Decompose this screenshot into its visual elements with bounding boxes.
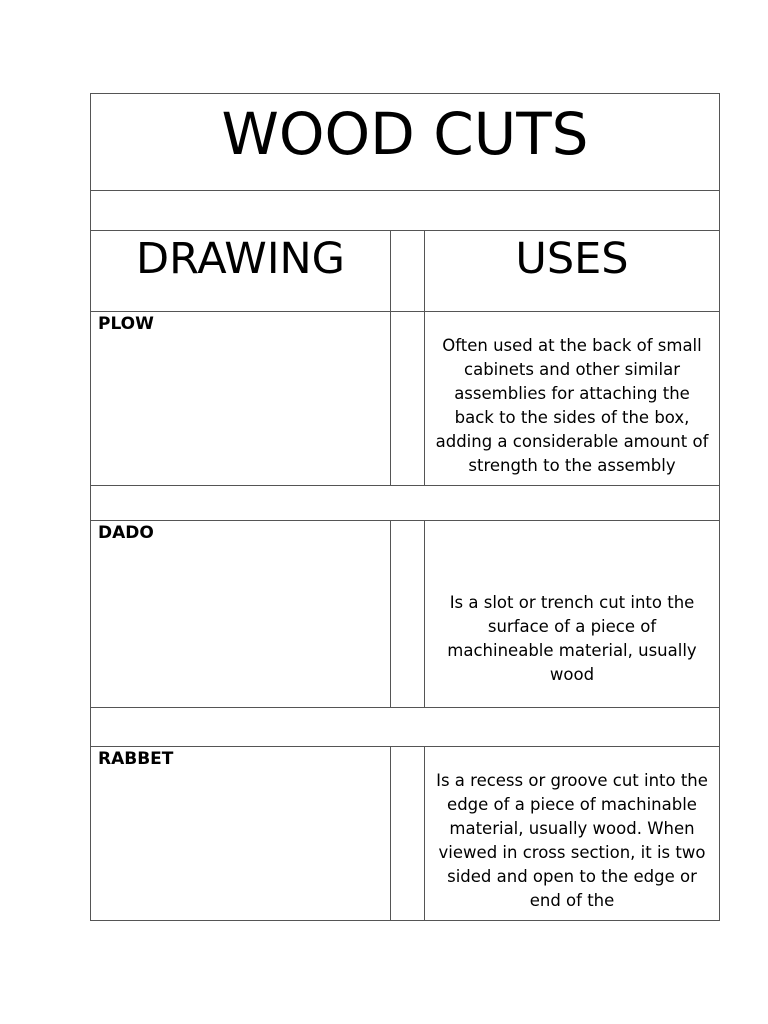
drawing-cell-dado — [91, 521, 391, 707]
uses-header-cell — [425, 231, 719, 311]
use-text-dado: Is a slot or trench cut into the surface of a piece of machineable material, usually wood — [447, 593, 697, 684]
drawing-cell-plow — [91, 312, 391, 485]
title-row — [90, 93, 720, 190]
use-text-plow: Often used at the back of small cabinets and other similar assemblies for attaching the back to the sides of the box, adding a considerable amount of strength to the assembly — [435, 336, 709, 475]
narrow-cell — [391, 312, 425, 485]
cut-name-plow: PLOW — [98, 314, 154, 334]
table-row-rabbet — [90, 746, 720, 921]
cut-name-dado: DADO — [98, 523, 154, 543]
uses-cell-plow — [425, 312, 719, 485]
uses-cell-rabbet — [425, 747, 719, 920]
drawing-cell-rabbet — [91, 747, 391, 920]
spacer-row — [90, 485, 720, 520]
cut-name-rabbet: RABBET — [98, 749, 174, 769]
narrow-cell — [391, 521, 425, 707]
header-row — [90, 230, 720, 311]
drawing-header: DRAWING — [136, 234, 345, 284]
spacer-row — [90, 190, 720, 230]
drawing-header-cell — [91, 231, 391, 311]
uses-header: USES — [515, 234, 629, 284]
uses-cell-dado — [425, 521, 719, 707]
narrow-cell — [391, 231, 425, 311]
table-row-dado — [90, 520, 720, 707]
table-row-plow — [90, 311, 720, 485]
wood-cuts-table — [90, 93, 720, 921]
page-title: WOOD CUTS — [221, 100, 589, 168]
use-text-rabbet: Is a recess or groove cut into the edge of a piece of machinable material, usually wood. When viewed in cross section, it is two sided and open to the edge or end of the — [436, 771, 708, 910]
spacer-row — [90, 707, 720, 746]
narrow-cell — [391, 747, 425, 920]
